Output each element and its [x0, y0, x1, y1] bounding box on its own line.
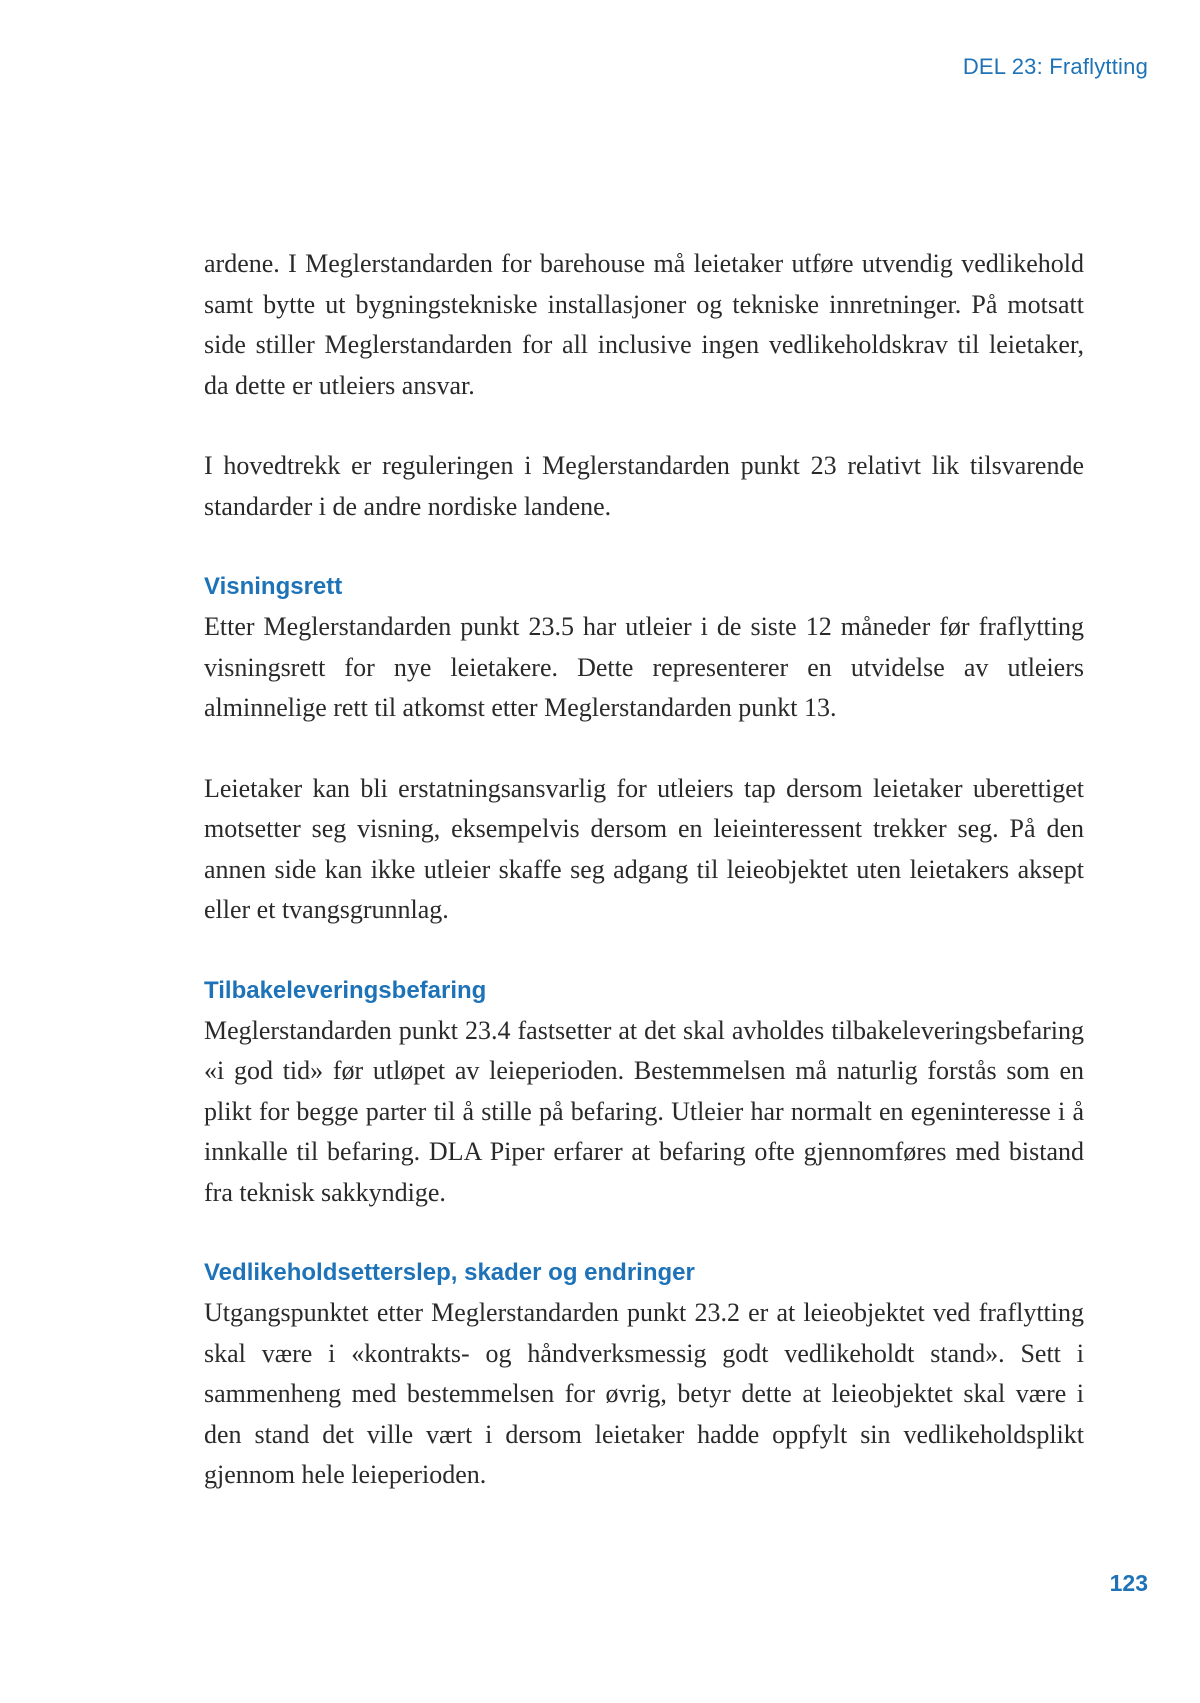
body-paragraph: I hovedtrekk er reguleringen i Meglerstandarden punkt 23 relativt lik tilsvarende standarder i de andre nordiske landene.: [204, 451, 1084, 521]
section-heading-tilbakelevering: Tilbakeleveringsbefaring: [204, 976, 487, 1004]
body-paragraph: ardene. I Meglerstandarden for barehouse må leietaker utføre utvendig vedlikehold samt bytte ut bygningstekniske installasjoner og tekniske innretninger. På motsatt side stiller Meglerstandarden for all inclusive ingen vedlikeholdskrav til leietaker, da dette er utleiers ansvar.: [204, 249, 1084, 400]
body-paragraph: Etter Meglerstandarden punkt 23.5 har utleier i de siste 12 måneder før fraflytting visningsrett for nye leietakere. Dette representerer en utvidelse av utleiers alminnelige rett til atkomst etter Meglerstandarden punkt 13.: [204, 612, 1084, 722]
running-header: DEL 23: Fraflytting: [962, 54, 1148, 79]
body-paragraph: Utgangspunktet etter Meglerstandarden punkt 23.2 er at leieobjektet ved fraflytting skal være i «kontrakts- og håndverksmessig godt vedlikeholdt stand». Sett i sammenheng med bestemmelsen for øvrig, betyr dette at leieobjektet skal være i den stand det ville vært i dersom leietaker hadde oppfylt sin vedlikeholdsplikt gjennom hele leieperioden.: [204, 1298, 1084, 1489]
page-number: 123: [1109, 1570, 1148, 1596]
page-body: [204, 244, 1084, 1536]
body-paragraph: Meglerstandarden punkt 23.4 fastsetter at det skal avholdes tilbakeleveringsbefaring «i god tid» før utløpet av leieperioden. Bestemmelsen må naturlig forstås som en plikt for begge parter til å stille på befaring. Utleier har normalt en egeninteresse i å innkalle til befaring. DLA Piper erfarer at befaring ofte gjennomføres med bistand fra teknisk sakkyndige.: [204, 1015, 1084, 1207]
section-heading-vedlikehold: Vedlikeholdsetterslep, skader og endringer: [204, 1259, 695, 1286]
section-heading-visningsrett: Visningsrett: [204, 573, 343, 600]
body-paragraph: Leietaker kan bli erstatningsansvarlig for utleiers tap dersom leietaker uberettiget motsetter seg visning, eksempelvis dersom en leieinteressent trekker seg. På den annen side kan ikke utleier skaffe seg adgang til leieobjektet uten leietakers aksept eller et tvangsgrunnlag.: [204, 773, 1084, 924]
